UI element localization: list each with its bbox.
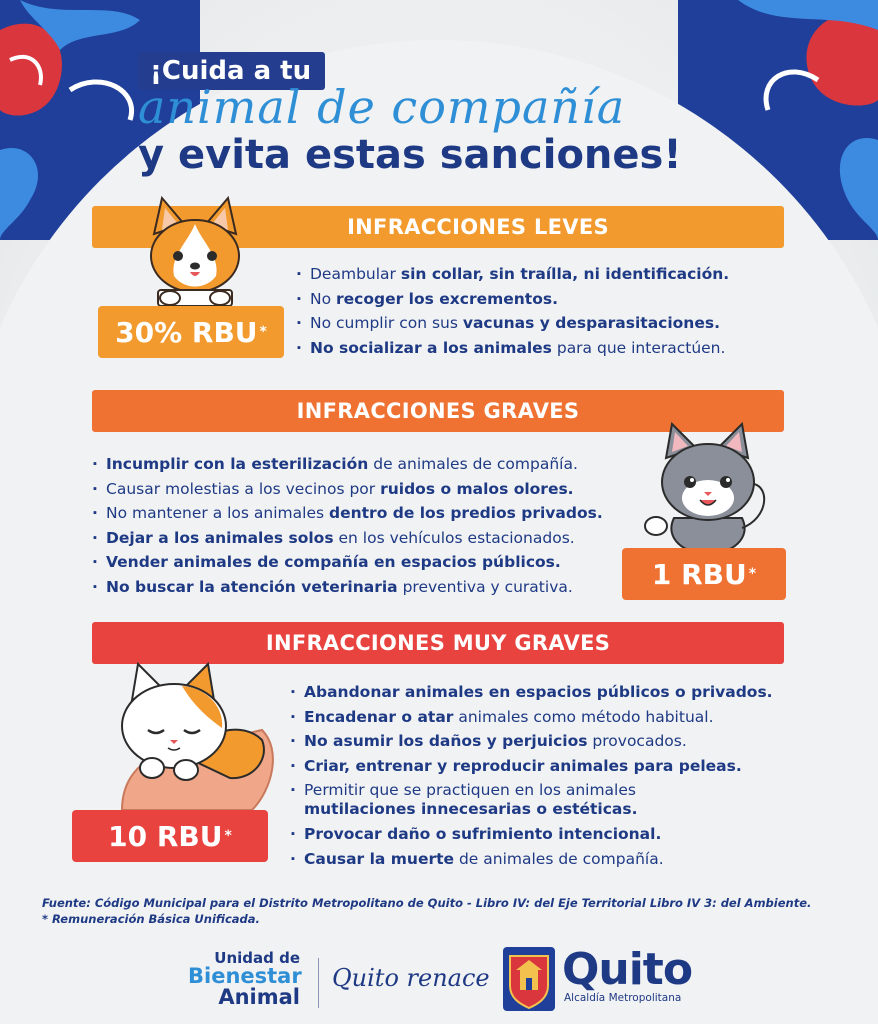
infraction-text: Deambular: [310, 265, 401, 283]
infraction-emphasis: recoger los excrementos.: [336, 289, 558, 308]
infraction-text: preventiva y curativa.: [397, 577, 573, 596]
header-line-1: ¡Cuida a tu: [138, 52, 325, 90]
infraction-item: [290, 847, 773, 872]
infraction-text: No cumplir con sus: [310, 314, 463, 332]
infraction-item: [296, 311, 729, 336]
infraction-item: [290, 729, 773, 754]
infraction-emphasis: sin collar, sin traílla, ni identificación.: [400, 265, 730, 283]
brand-subtitle: Alcaldía Metropolitana: [564, 992, 682, 1004]
infraction-item: [92, 477, 603, 502]
infraction-text: Causar molestias a los vecinos por: [106, 479, 381, 498]
footnote: [42, 895, 811, 927]
infraction-item: [92, 452, 603, 477]
infraction-text: para que interactúen.: [551, 338, 726, 357]
section-title: INFRACCIONES GRAVES: [296, 399, 580, 423]
corgi-dog-icon: [140, 194, 250, 314]
fine-badge-muy-graves: [72, 810, 268, 862]
infraction-emphasis: Vender animales de compañía en espacios públicos.: [106, 553, 561, 571]
fine-asterisk: *: [224, 828, 232, 844]
brand-quito: Quito: [562, 944, 693, 995]
infraction-emphasis: Encadenar o atar: [304, 707, 454, 726]
infraction-text: animales como método habitual.: [453, 707, 714, 726]
infraction-emphasis: Causar la muerte: [304, 849, 455, 868]
logo-line-3: Animal: [218, 985, 300, 1009]
infraction-text: de animales de compañía.: [368, 455, 578, 473]
fine-asterisk: *: [748, 566, 757, 582]
infraction-text: provocados.: [587, 732, 687, 750]
calico-cat-icon: [112, 660, 282, 812]
infraction-item: [296, 336, 729, 361]
fine-amount: 30% RBU: [115, 315, 258, 349]
infraction-text: No: [310, 289, 337, 308]
infraction-item: [296, 262, 729, 287]
gray-cat-icon: [644, 418, 772, 554]
infraction-emphasis: Criar, entrenar y reproducir animales para peleas.: [304, 756, 742, 775]
fine-amount: 10 RBU: [108, 819, 223, 853]
infraction-text: Permitir que se practiquen en los animales: [304, 781, 636, 799]
infraction-emphasis: No asumir los daños y perjuicios: [304, 732, 588, 750]
header-line-3: y evita estas sanciones!: [138, 132, 682, 178]
infractions-list-graves: [92, 452, 603, 599]
infraction-text: de animales de compañía.: [454, 849, 664, 868]
footnote-source: Fuente: Código Municipal para el Distrito Metropolitano de Quito - Libro IV: del Eje Territorial Libro IV 3: del Ambiente.: [42, 896, 812, 910]
section-title: INFRACCIONES LEVES: [347, 215, 609, 239]
infraction-emphasis: Abandonar animales en espacios públicos o privados.: [304, 683, 773, 701]
fine-badge-leves: [98, 306, 284, 358]
fine-amount: 1 RBU: [651, 557, 747, 591]
logo-line-1: Unidad de: [214, 949, 300, 967]
quito-crest-icon: [502, 946, 556, 1012]
infraction-item: [296, 287, 729, 312]
infraction-item: [290, 754, 773, 779]
infraction-item: [92, 575, 603, 600]
infraction-text: en los vehículos estacionados.: [333, 528, 575, 547]
slogan: Quito renace: [332, 964, 490, 992]
header-line-2: animal de compañía: [138, 80, 626, 134]
logo-line-2: Bienestar: [188, 964, 302, 988]
infraction-emphasis: No socializar a los animales: [310, 338, 552, 357]
infraction-emphasis: vacunas y desparasitaciones.: [462, 314, 720, 332]
infraction-item: [92, 501, 603, 526]
logo-bienestar-animal: [188, 950, 300, 1008]
infraction-item: [290, 705, 773, 730]
footnote-rbu: * Remuneración Básica Unificada.: [42, 912, 260, 926]
fine-badge-graves: [622, 548, 786, 600]
infraction-item: [290, 822, 773, 847]
infraction-emphasis: Dejar a los animales solos: [106, 528, 334, 547]
infraction-item: [92, 526, 603, 551]
infraction-item: [290, 778, 773, 822]
infraction-item: [290, 680, 773, 705]
infraction-emphasis: mutilaciones innecesarias o estéticas.: [304, 800, 638, 818]
fine-asterisk: *: [259, 324, 267, 340]
infractions-list-leves: [296, 262, 729, 360]
section-banner-muy-graves: [92, 622, 784, 664]
infraction-emphasis: dentro de los predios privados.: [329, 504, 603, 522]
footer-divider: [318, 958, 319, 1008]
infraction-text: No mantener a los animales: [106, 504, 329, 522]
infraction-emphasis: Incumplir con la esterilización: [106, 455, 369, 473]
infraction-emphasis: No buscar la atención veterinaria: [106, 577, 398, 596]
section-title: INFRACCIONES MUY GRAVES: [265, 631, 611, 655]
infraction-emphasis: Provocar daño o sufrimiento intencional.: [304, 825, 662, 843]
infractions-list-muy-graves: [290, 680, 773, 871]
infraction-emphasis: ruidos o malos olores.: [380, 479, 574, 498]
infraction-item: [92, 550, 603, 575]
